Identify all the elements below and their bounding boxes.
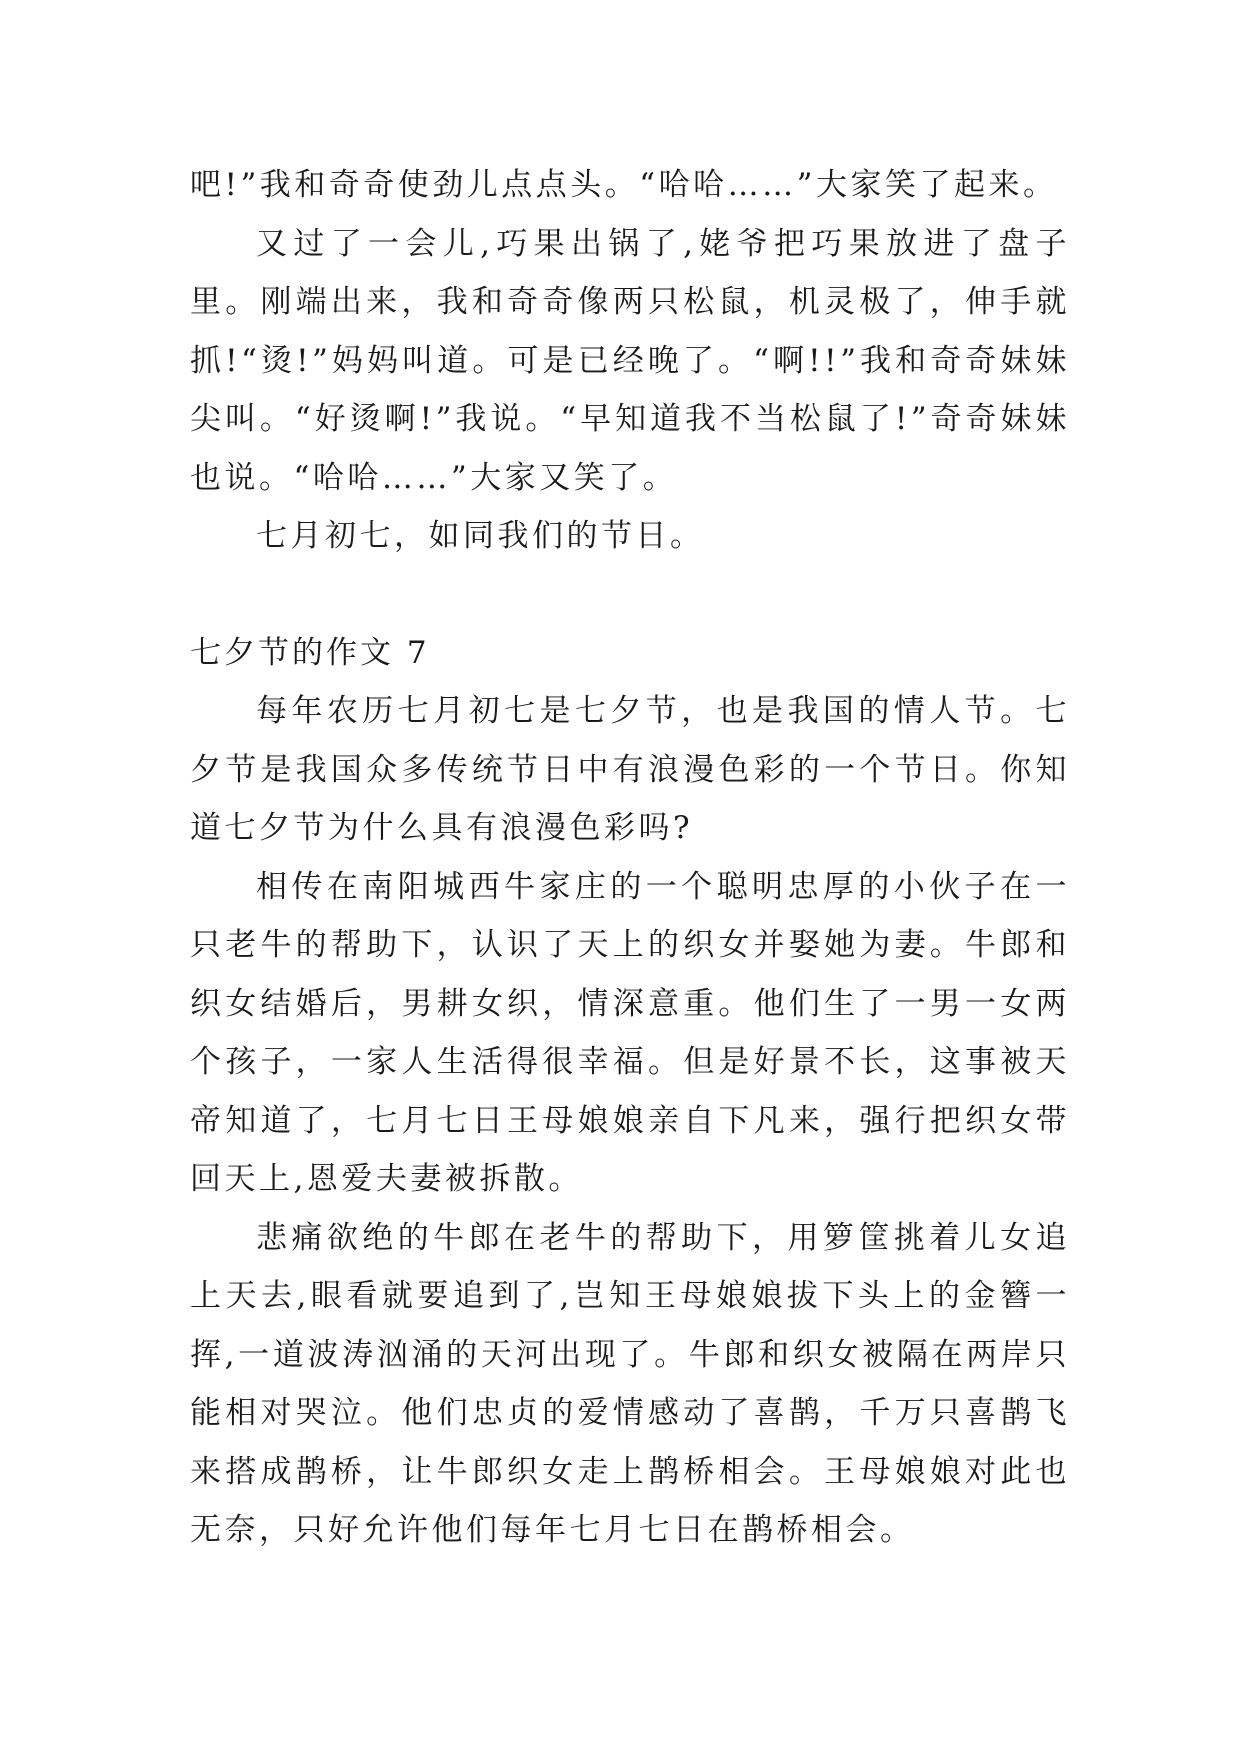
section-title: 七夕节的作文 7 <box>190 634 430 671</box>
paragraph-4: 每年农历七月初七是七夕节，也是我国的情人节。七夕节是我国众多传统节日中有浪漫色彩的一个节日。你知道七夕节为什么具有浪漫色彩吗? <box>190 693 1070 846</box>
paragraph-3: 七月初七，如同我们的节日。 <box>256 518 705 554</box>
paragraph-5: 相传在南阳城西牛家庄的一个聪明忠厚的小伙子在一只老牛的帮助下，认识了天上的织女并娶她为妻。牛郎和织女结婚后，男耕女织，情深意重。他们生了一男一女两个孩子，一家人生活得很幸福。但是好景不长，这事被天帝知道了，七月七日王母娘娘亲自下凡来，强行把织女带回天上,恩爱夫妻被拆散。 <box>190 868 1070 1197</box>
document-body <box>190 156 1070 1560</box>
paragraph-1: 吧!”我和奇奇使劲儿点点头。“哈哈……”大家笑了起来。 <box>190 167 1058 203</box>
paragraph-2: 又过了一会儿,巧果出锅了,姥爷把巧果放进了盘子里。刚端出来，我和奇奇像两只松鼠，机灵极了，伸手就抓!“烫!”妈妈叫道。可是已经晚了。“啊!!”我和奇奇妹妹尖叫。“好烫啊!”我说。“早知道我不当松鼠了!”奇奇妹妹也说。“哈哈……”大家又笑了。 <box>190 225 1070 496</box>
paragraph-6: 悲痛欲绝的牛郎在老牛的帮助下，用箩筐挑着儿女追上天去,眼看就要追到了,岂知王母娘娘拔下头上的金簪一挥,一道波涛汹涌的天河出现了。牛郎和织女被隔在两岸只能相对哭泣。他们忠贞的爱情感动了喜鹊，千万只喜鹊飞来搭成鹊桥，让牛郎织女走上鹊桥相会。王母娘娘对此也无奈，只好允许他们每年七月七日在鹊桥相会。 <box>190 1219 1070 1548</box>
